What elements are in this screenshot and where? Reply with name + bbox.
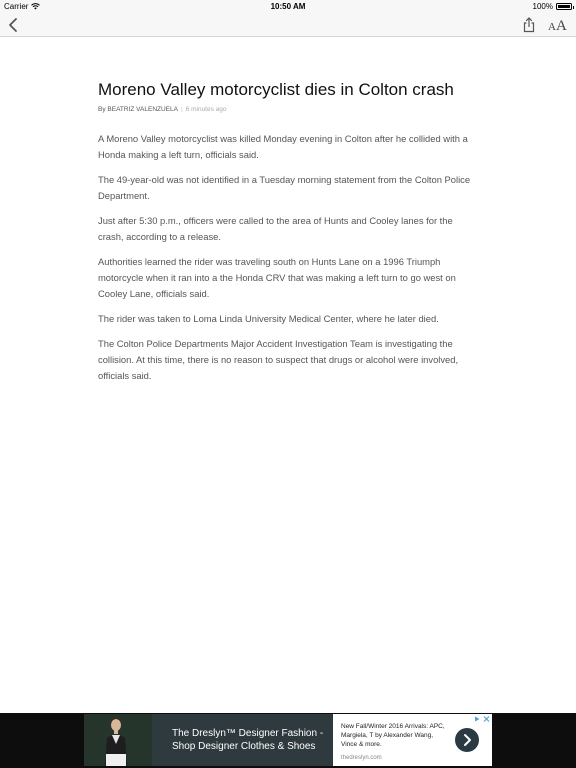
chevron-left-icon	[6, 16, 22, 34]
article	[98, 78, 480, 393]
byline	[98, 105, 480, 115]
ad-model-image	[84, 714, 152, 766]
ad-description: New Fall/Winter 2016 Arrivals: APC, Margiela, T by Alexander Wang, Vince & more.	[341, 723, 445, 748]
ad-url[interactable]: thedreslyn.com	[341, 755, 382, 761]
status-time: 10:50 AM	[270, 2, 306, 11]
share-button[interactable]	[522, 16, 536, 34]
author-name[interactable]: BEATRIZ VALENZUELA	[107, 106, 178, 113]
article-paragraph: The Colton Police Departments Major Accident Investigation Team is investigating the collision. At this time, there is no reason to suspect that drugs or alcohol were involved, officials said.	[98, 338, 459, 381]
ad-banner[interactable]	[0, 713, 576, 768]
ad-detail-panel[interactable]	[333, 714, 492, 766]
battery-percent: 100%	[532, 2, 553, 11]
back-button[interactable]	[6, 16, 22, 34]
adchoices-icon[interactable]	[473, 715, 491, 723]
font-size-button[interactable]	[548, 17, 567, 33]
font-size-large-label: A	[555, 18, 567, 34]
article-title: Moreno Valley motorcyclist dies in Colton crash	[98, 80, 454, 99]
status-bar	[0, 0, 576, 13]
article-paragraph: A Moreno Valley motorcyclist was killed Monday evening in Colton after he collided with a Honda making a left turn, officials said.	[98, 133, 468, 160]
battery-icon	[556, 3, 572, 10]
ad-headline: The Dreslyn™ Designer Fashion - Shop Designer Clothes & Shoes	[172, 728, 324, 752]
article-paragraph: The 49-year-old was not identified in a Tuesday morning statement from the Colton Police Department.	[98, 174, 471, 201]
article-body	[98, 131, 480, 384]
article-paragraph: Authorities learned the rider was traveling south on Hunts Lane on a 1996 Triumph motorcycle when it ran into a the Honda CRV that was making a left turn to go west on Cooley Lane, officials said.	[98, 256, 456, 299]
article-paragraph: Just after 5:30 p.m., officers were called to the area of Hunts and Cooley lanes for the crash, according to a release.	[98, 215, 453, 242]
chevron-right-icon	[455, 728, 479, 752]
ad-image[interactable]	[84, 714, 152, 766]
status-right	[533, 2, 572, 11]
carrier-label: Carrier	[4, 2, 29, 11]
byline-prefix: By	[98, 106, 106, 113]
byline-divider: |	[180, 106, 183, 113]
ad-headline-panel[interactable]	[152, 714, 333, 766]
article-timestamp: 6 minutes ago	[185, 106, 227, 113]
nav-bar	[0, 13, 576, 37]
font-size-small-label: A	[548, 21, 556, 33]
ad-go-button[interactable]	[455, 728, 479, 752]
share-icon	[522, 16, 536, 34]
article-paragraph: The rider was taken to Loma Linda University Medical Center, where he later died.	[98, 313, 439, 324]
